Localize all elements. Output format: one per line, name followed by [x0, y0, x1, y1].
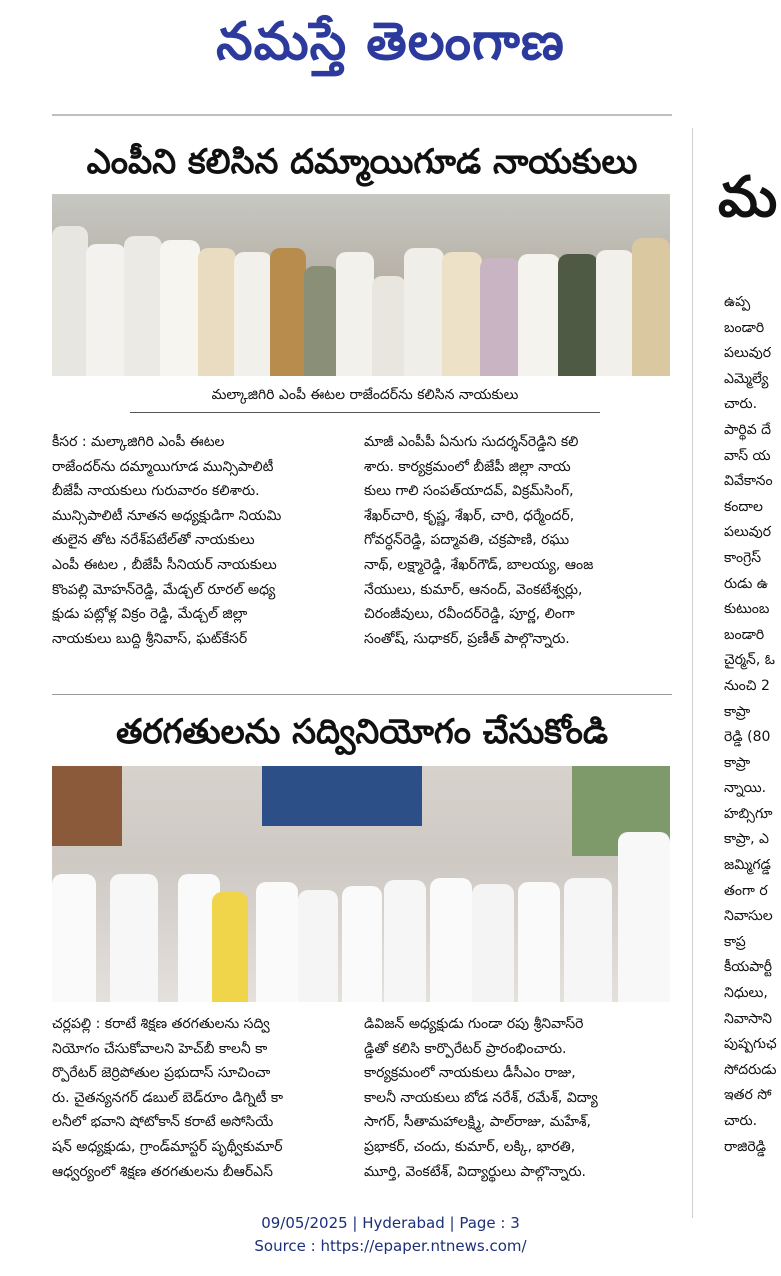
- text-line: సంతోష్, సుధాకర్, ప్రణీత్ పాల్గొన్నారు.: [364, 630, 570, 647]
- text-line: మున్సిపాలిటీ నూతన అధ్యక్షుడిగా నియమి: [52, 507, 282, 524]
- article1-column-2: [364, 430, 670, 651]
- text-line: తంగా ర: [724, 882, 768, 899]
- text-line: బండారి: [724, 626, 765, 643]
- text-line: కీసర : మల్కాజిగిరి ఎంపీ ఈటల: [52, 434, 225, 450]
- article2-column-1: [52, 1012, 352, 1184]
- text-line: ప్రభాకర్, చందు, కుమార్, లక్కి, భారతి,: [364, 1138, 576, 1155]
- text-line: ర్పొరేటర్ జెర్రిపోతుల ప్రభుదాస్ సూచించా: [52, 1065, 271, 1082]
- text-line: వాస్ య: [724, 447, 771, 464]
- article1-headline: ఎంపీని కలిసిన దమ్మాయిగూడ నాయకులు: [86, 142, 638, 182]
- text-line: కొంపల్లి మోహన్‌రెడ్డి, మేడ్చల్ రూరల్ అధ్య: [52, 581, 276, 598]
- article2-headline: తరగతులను సద్వినియోగం చేసుకోండి: [115, 712, 609, 752]
- doorway: [52, 766, 122, 846]
- text-line: డ్డితో కలిసి కార్పొరేటర్ ప్రారంభించారు.: [364, 1040, 567, 1057]
- article2-column-2: [364, 1012, 670, 1184]
- text-line: క్షుడు పట్లోళ్ల విక్రం రెడ్డి, మేడ్చల్ జిల్లా: [52, 606, 248, 623]
- text-line: రాజేందర్‌ను దమ్మాయిగూడ మున్సిపాలిటీ: [52, 458, 274, 475]
- masthead: [0, 0, 781, 112]
- text-line: షన్ అధ్యక్షుడు, గ్రాండ్‌మాస్టర్ పృథ్వీకుమార్: [52, 1138, 283, 1155]
- text-line: కాప్రా, ఎ: [724, 831, 769, 848]
- text-line: నాయకులు బుద్ది శ్రీనివాస్, ఘట్‌కేసర్: [52, 630, 248, 647]
- text-line: ఇతర సో: [724, 1087, 772, 1104]
- banner: [262, 766, 422, 826]
- text-line: నాథ్, లక్ష్మారెడ్డి, శేఖర్‌గౌడ్, బాలయ్య, ఆంజ: [364, 556, 594, 573]
- text-line: ఆధ్వర్యంలో శిక్షణ తరగతులను బీఆర్‌ఎస్: [52, 1163, 273, 1180]
- text-line: కాలనీ నాయకులు బోడ నరేశ్, రమేశ్, విద్యా: [364, 1089, 598, 1106]
- text-line: ఎంపీ ఈటల , బీజేపీ సీనియర్ నాయకులు: [52, 556, 277, 573]
- text-line: నేయులు, కుమార్, ఆనంద్, వెంకటేశ్వర్లు,: [364, 581, 583, 598]
- text-line: కార్యక్రమంలో నాయకులు డీసీఎం రాజు,: [364, 1065, 576, 1082]
- right-article-column: [724, 290, 781, 1160]
- text-line: జమ్మిగడ్డ: [724, 857, 771, 874]
- text-line: చారు.: [724, 396, 758, 413]
- caption-underline: [130, 412, 600, 413]
- right-article-headline: మ: [718, 165, 778, 230]
- text-line: శేఖర్‌చారి, కృష్ణ, శేఖర్, చారి, ధర్మేందర్,: [364, 507, 575, 524]
- text-line: పలువుర: [724, 345, 771, 362]
- newspaper-title: నమస్తే తెలంగాణ: [216, 12, 565, 72]
- text-line: రుడు ఉ: [724, 575, 768, 592]
- footer-source: Source : https://epaper.ntnews.com/: [254, 1237, 527, 1255]
- column-divider: [692, 128, 693, 1218]
- text-line: తులైన తోట నరేశ్‌పటేల్‌తో నాయకులు: [52, 532, 255, 549]
- text-line: నిధులు,: [724, 985, 768, 1002]
- article1-column-1: [52, 430, 352, 651]
- text-line: పార్థివ దే: [724, 421, 772, 438]
- text-line: న్నాయి.: [724, 780, 767, 797]
- text-line: సోదరుడు: [724, 1061, 777, 1078]
- text-line: కులు గాలి సంపత్‌యాదవ్, విక్రమ్‌సింగ్,: [364, 483, 574, 500]
- text-line: గోవర్ధన్‌రెడ్డి, పద్మావతి, చక్రపాణి, రఘు: [364, 532, 570, 549]
- text-line: ఉప్ప: [724, 294, 751, 310]
- text-line: బండారి: [724, 319, 765, 336]
- text-line: హబ్సిగూ: [724, 805, 773, 822]
- text-line: కాప్రా: [724, 703, 751, 720]
- photo-caption: మల్కాజిగిరి ఎంపీ ఈటల రాజేందర్‌ను కలిసిన నాయకులు: [211, 387, 519, 403]
- text-line: రు. చైతన్యనగర్ డబుల్ బెడ్‌రూం డిగ్నిటీ కా: [52, 1089, 284, 1106]
- text-line: డివిజన్ అధ్యక్షుడు గుండా రపు శ్రీనివాస్‌రె: [364, 1016, 584, 1032]
- text-line: రాజిరెడ్డి: [724, 1138, 767, 1155]
- footer-date-edition: 09/05/2025 | Hyderabad | Page : 3: [261, 1214, 520, 1232]
- text-line: లనీలో భవాని షోటోకాన్ కరాటే అసోసియే: [52, 1114, 274, 1131]
- text-line: నుంచి 2: [724, 677, 770, 694]
- text-line: మాజీ ఎంపీపీ ఏనుగు సుదర్శన్‌రెడ్డిని కలి: [364, 434, 579, 450]
- text-line: రెడ్డి (80: [724, 729, 771, 746]
- text-line: చర్లపల్లి : కరాటే శిక్షణ తరగతులను సద్వి: [52, 1016, 270, 1032]
- text-line: వివేకానం: [724, 473, 773, 490]
- text-line: శారు. కార్యక్రమంలో బీజేపీ జిల్లా నాయ: [364, 458, 571, 475]
- text-line: కందాల: [724, 498, 763, 515]
- text-line: కీయపార్టీ: [724, 959, 773, 976]
- group-photo-karate: [52, 766, 670, 1002]
- text-line: నివాసాని: [724, 1010, 772, 1027]
- article-separator: [52, 694, 672, 695]
- group-photo-leaders: [52, 194, 670, 376]
- text-line: చారు.: [724, 1113, 758, 1129]
- text-line: కాంగ్రెస్: [724, 549, 762, 566]
- text-line: పుష్పగుఛ: [724, 1036, 777, 1053]
- text-line: కాప్ర: [724, 933, 746, 950]
- text-line: బీజేపీ నాయకులు గురువారం కలిశారు.: [52, 483, 260, 500]
- text-line: చిరంజీవులు, రవీందర్‌రెడ్డి, పూర్ణ, లింగా: [364, 606, 575, 623]
- text-line: సాగర్, సీతామహాలక్ష్మి, పాల్‌రాజు, మహేశ్,: [364, 1114, 591, 1131]
- text-line: చైర్మన్, ఓ: [724, 652, 776, 669]
- text-line: నియోగం చేసుకోవాలని హెచ్‌బీ కాలనీ కా: [52, 1040, 268, 1057]
- text-line: నివాసుల: [724, 908, 773, 925]
- text-line: కాప్రా: [724, 754, 751, 771]
- text-line: ఎమ్మెల్యే: [724, 370, 769, 387]
- top-divider: [52, 114, 672, 116]
- text-line: కుటుంబ: [724, 601, 770, 618]
- text-line: పలువుర: [724, 524, 771, 541]
- text-line: మూర్తి, వెంకటేశ్, విద్యార్థులు పాల్గొన్నారు.: [364, 1163, 586, 1180]
